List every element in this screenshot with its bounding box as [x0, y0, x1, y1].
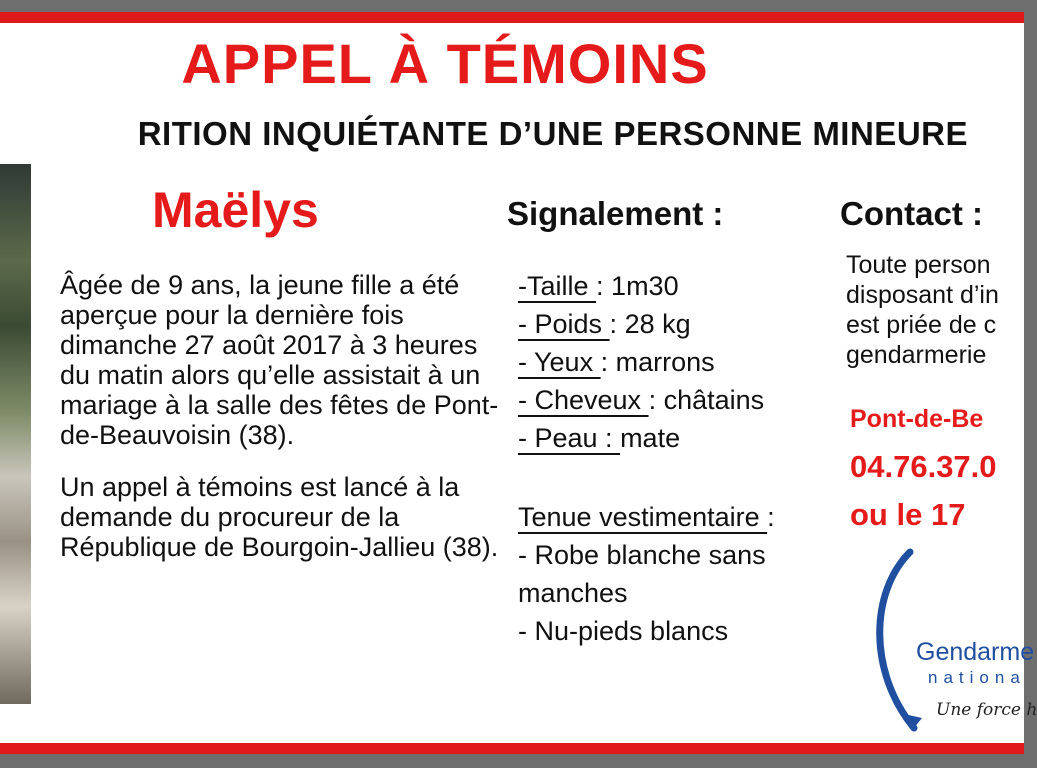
- signalement-list: [518, 270, 764, 460]
- description-paragraph: Un appel à témoins est lancé à la demande du procureur de la République de Bourgoin-Jallieu (38).: [60, 472, 499, 562]
- signalement-item: [518, 308, 764, 346]
- logo-line-2: nationa: [928, 668, 1026, 687]
- signalement-sep: :: [596, 271, 612, 301]
- gendarmerie-logo: [870, 542, 1037, 742]
- contact-line: disposant d’in: [846, 281, 999, 309]
- bottom-red-band: [0, 743, 1024, 754]
- contact-text: [846, 250, 1024, 370]
- description-paragraph: Âgée de 9 ans, la jeune fille a été aperçue pour la dernière fois dimanche 27 août 2017 à 3 heures du matin alors qu’elle assistait à un mariage à la salle des fêtes de Pont-de-Beauvoisin (38).: [60, 270, 499, 450]
- signalement-value: mate: [620, 423, 681, 453]
- contact-heading: Contact :: [840, 195, 983, 232]
- signalement-item: [518, 422, 764, 460]
- tenue-block: [518, 498, 838, 650]
- top-red-band: [0, 12, 1024, 23]
- signalement-value: marrons: [615, 347, 715, 377]
- logo-motto: Une force h: [936, 700, 1037, 720]
- poster-subtitle: RITION INQUIÉTANTE D’UNE PERSONNE MINEURE: [137, 115, 968, 152]
- signalement-key: - Peau :: [518, 423, 621, 453]
- signalement-value: 28 kg: [624, 309, 691, 339]
- signalement-key: - Poids: [518, 309, 610, 339]
- tenue-sep: :: [767, 502, 775, 532]
- contact-line: gendarmerie: [846, 341, 987, 369]
- poster: [0, 12, 1037, 754]
- contact-phone: 04.76.37.0: [850, 449, 997, 484]
- poster-title: APPEL À TÉMOINS: [181, 32, 709, 95]
- signalement-value: 1m30: [611, 271, 679, 301]
- tenue-heading: Tenue vestimentaire: [518, 502, 768, 532]
- signalement-key: -Taille: [518, 271, 597, 301]
- signalement-heading: Signalement :: [507, 195, 724, 232]
- tenue-line: - Robe blanche sans manches: [518, 540, 766, 608]
- missing-person-photo: [0, 164, 31, 704]
- person-description: [60, 270, 510, 562]
- signalement-sep: :: [609, 309, 625, 339]
- signalement-value: châtains: [663, 385, 765, 415]
- logo-line-1: Gendarme: [916, 638, 1035, 666]
- signalement-item: [518, 270, 764, 308]
- signalement-item: [518, 346, 764, 384]
- tenue-heading-row: [518, 498, 838, 536]
- signalement-sep: :: [600, 347, 616, 377]
- tenue-line: - Nu-pieds blancs: [518, 616, 729, 646]
- person-name: Maëlys: [152, 182, 319, 238]
- signalement-key: - Cheveux: [518, 385, 649, 415]
- contact-line: est priée de c: [846, 311, 997, 339]
- contact-place: Pont-de-Be: [850, 405, 984, 433]
- signalement-item: [518, 384, 764, 422]
- signalement-key: - Yeux: [518, 347, 601, 377]
- signalement-sep: :: [648, 385, 664, 415]
- contact-alt-number: ou le 17: [850, 497, 966, 532]
- contact-line: Toute person: [846, 251, 991, 279]
- contact-details: [850, 396, 1024, 538]
